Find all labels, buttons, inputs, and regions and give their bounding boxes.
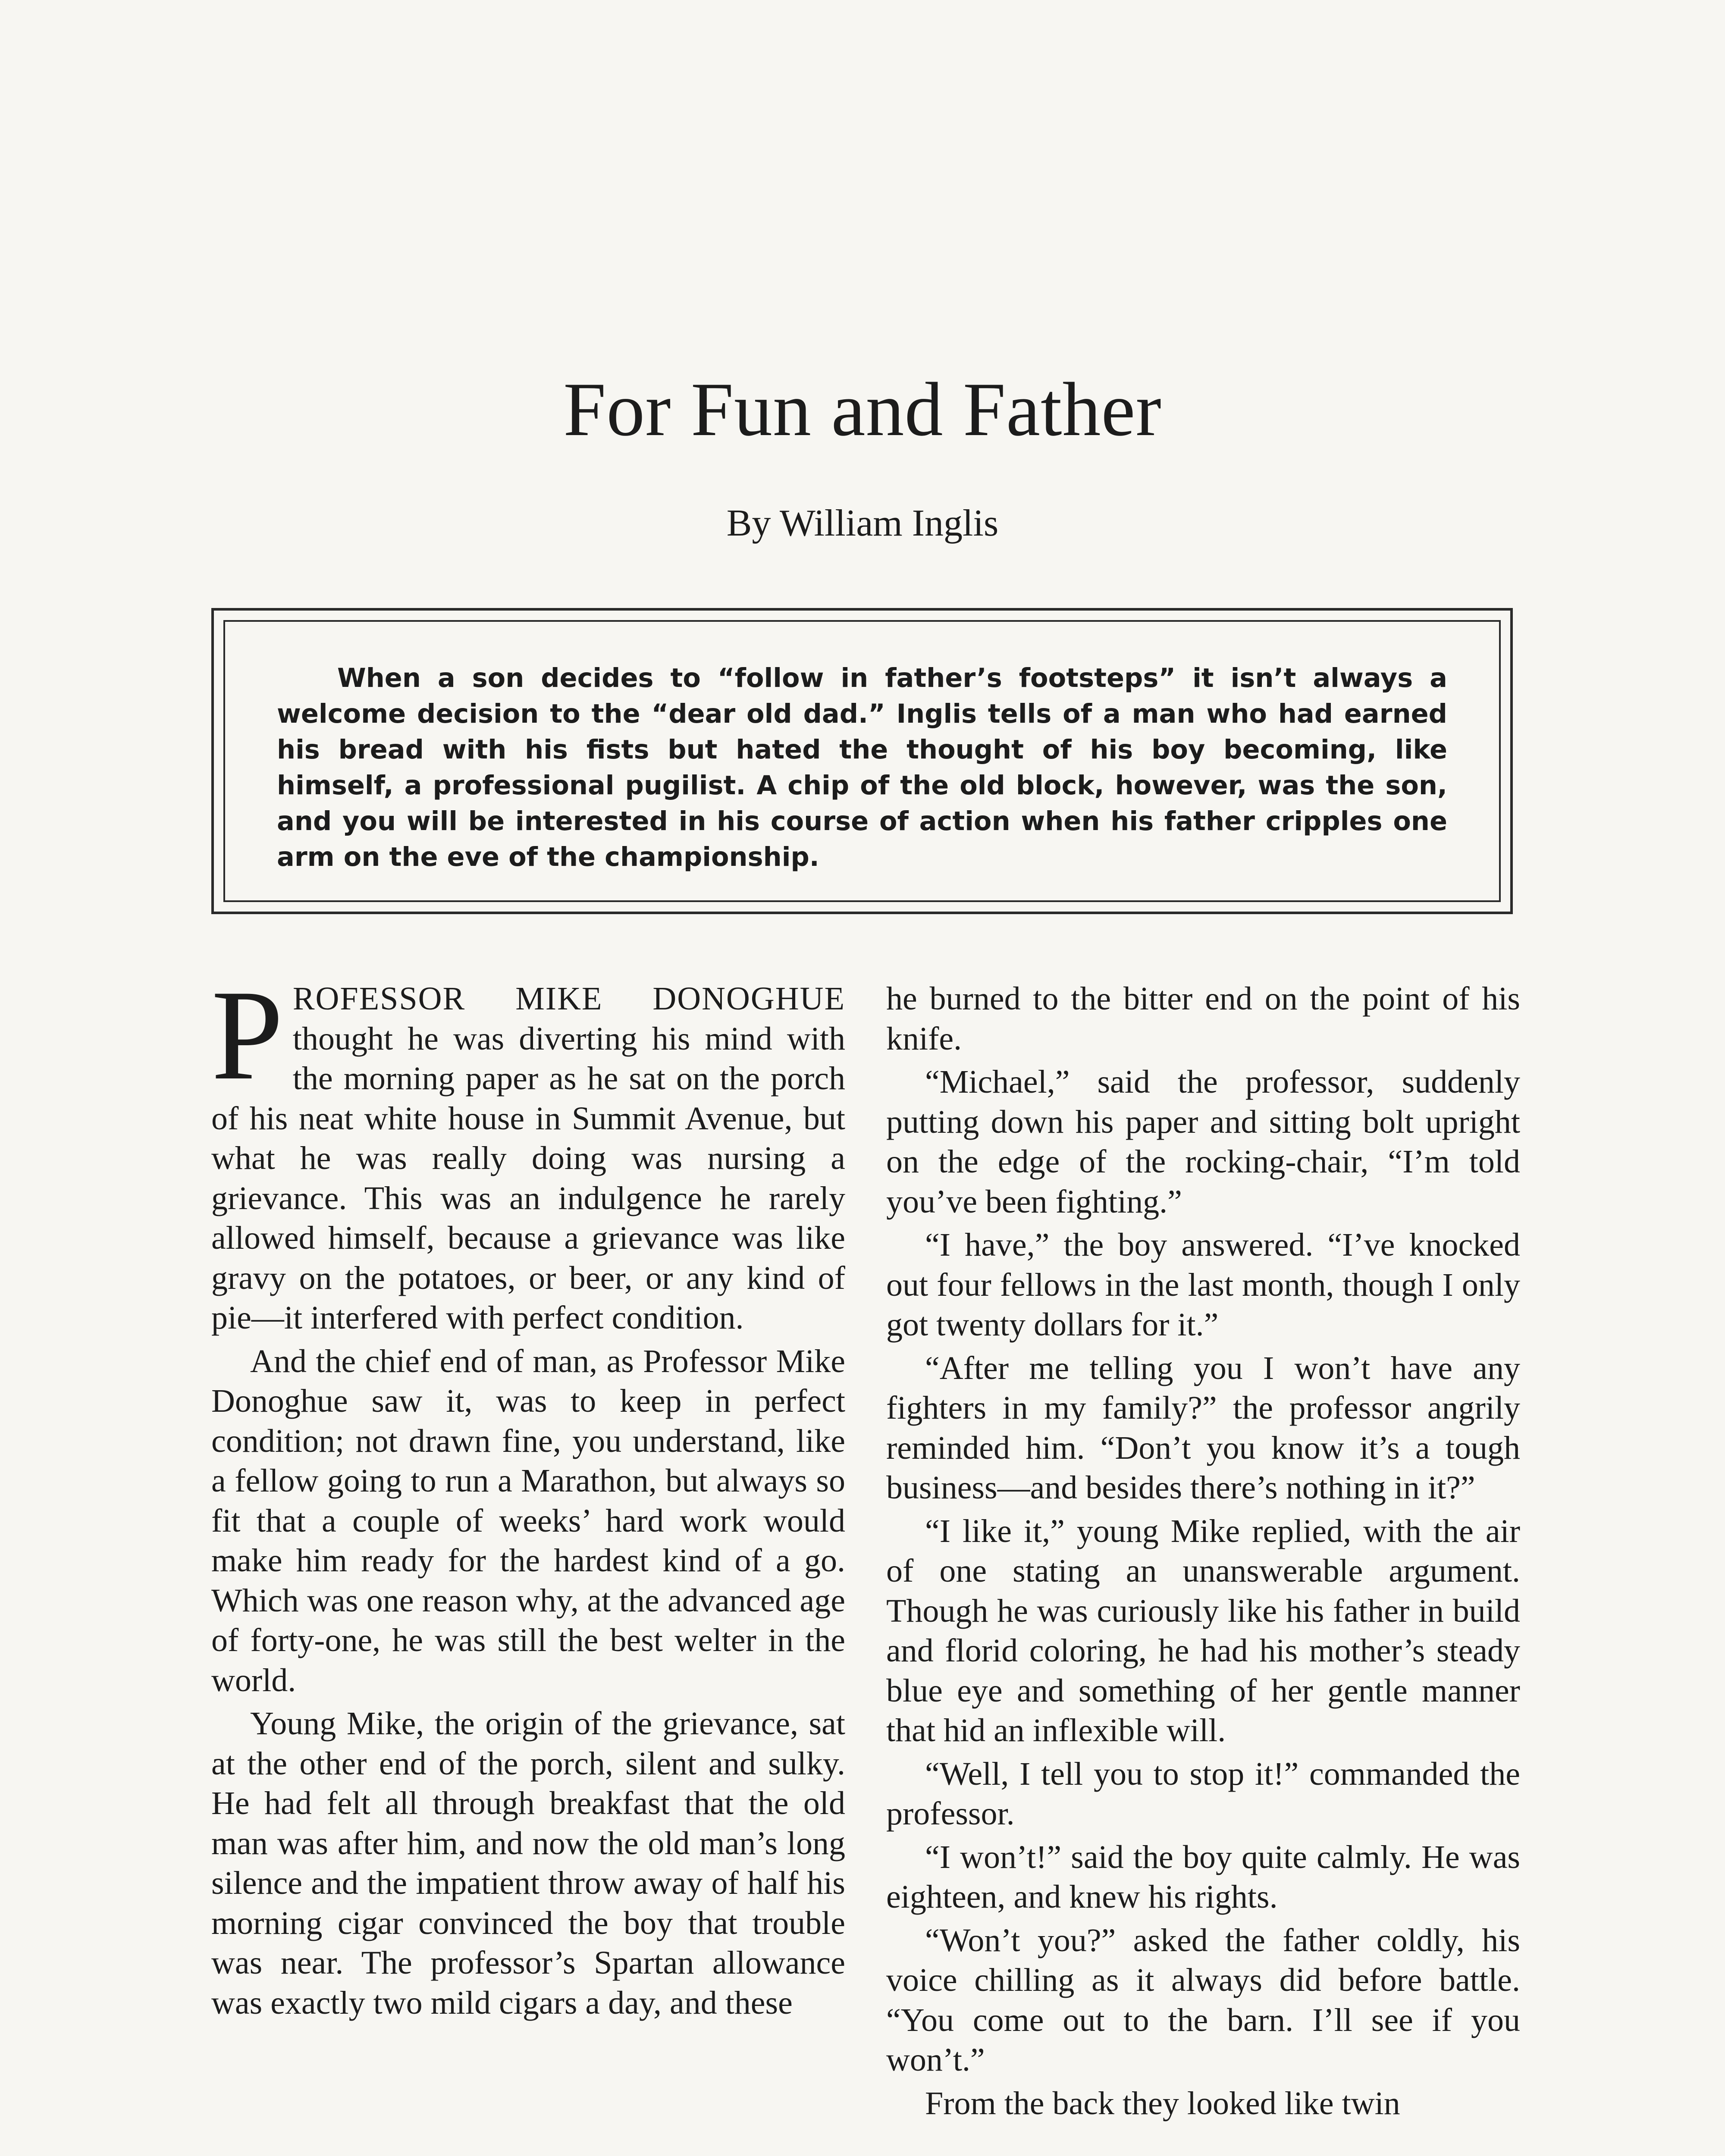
paragraph-6: “I have,” the boy answered. “I’ve knocked out four fellows in the last month, though I only got twenty dollars for it.” <box>886 1227 1520 1343</box>
text-column-right <box>886 979 1520 2127</box>
paragraph-12: From the back they looked like twin <box>925 2085 1400 2122</box>
text-column-left <box>211 963 845 2026</box>
paragraph-1-text: thought he was diverting his mind with the morning paper as he sat on the porch of his neat white house in Summit Avenue, but what he was really doing was nursing a grievance. This was an indulgence he rarely allowed himself, because a grievance was like gravy on the potatoes, or beer, or any kind of pie—it interfered with perfect condition. <box>211 1020 845 1336</box>
paragraph-3: Young Mike, the origin of the grievance, sat at the other end of the porch, silent and sulky. He had felt all through breakfast that the old man was after him, and now the old man’s long silence and the impatient throw away of half his morning cigar convinced the boy that trouble was near. The professor’s Spartan allowance was exactly two mild cigars a day, and these <box>211 1705 845 2021</box>
paragraph-10: “I won’t!” said the boy quite calmly. He was eighteen, and knew his rights. <box>886 1839 1520 1915</box>
drop-cap: P <box>211 963 283 1106</box>
article-title: For Fun and Father <box>563 367 1162 452</box>
paragraph-11: “Won’t you?” asked the father coldly, his voice chilling as it always did before battle. “You come out to the barn. I’ll see if you won’t.” <box>886 1922 1520 2078</box>
paragraph-1 <box>211 963 845 1338</box>
paragraph-4: he burned to the bitter end on the point of his knife. <box>886 981 1520 1057</box>
intro-box-inner <box>223 620 1501 902</box>
paragraph-5: “Michael,” said the professor, suddenly putting down his paper and sitting bolt upright on the edge of the rocking-chair, “I’m told you’ve been fighting.” <box>886 1064 1520 1220</box>
paragraph-9: “Well, I tell you to stop it!” commanded the professor. <box>886 1755 1520 1832</box>
article-byline: By William Inglis <box>726 502 999 544</box>
paragraph-8: “I like it,” young Mike replied, with the air of one stating an unanswerable argument. Though he was curiously like his father in build and florid coloring, he had his mother’s steady blue eye and something of her gentle manner that hid an inflexible will. <box>886 1513 1520 1749</box>
paragraph-2: And the chief end of man, as Professor Mike Donoghue saw it, was to keep in perfect condition; not drawn fine, you understand, like a fellow going to run a Marathon, but always so fit that a couple of weeks’ hard work would make him ready for the hardest kind of a go. Which was one reason why, at the advanced age of forty-one, he was still the best welter in the world. <box>211 1343 845 1698</box>
paragraph-7: “After me telling you I won’t have any fighters in my family?” the professor angrily reminded him. “Don’t you know it’s a tough business—and besides there’s nothing in it?” <box>886 1350 1520 1506</box>
intro-box <box>211 608 1513 914</box>
lead-caps: ROFESSOR MIKE DONOGHUE <box>292 981 845 1017</box>
intro-text: When a son decides to “follow in father’s footsteps” it isn’t always a welcome decision to the “dear old dad.” Inglis tells of a man who had earned his bread with his fists but hated the thought of his boy becoming, like himself, a professional pugilist. A chip of the old block, however, was the son, and you will be interested in his course of action when his father cripples one arm on the eve of the championship. <box>277 663 1447 872</box>
